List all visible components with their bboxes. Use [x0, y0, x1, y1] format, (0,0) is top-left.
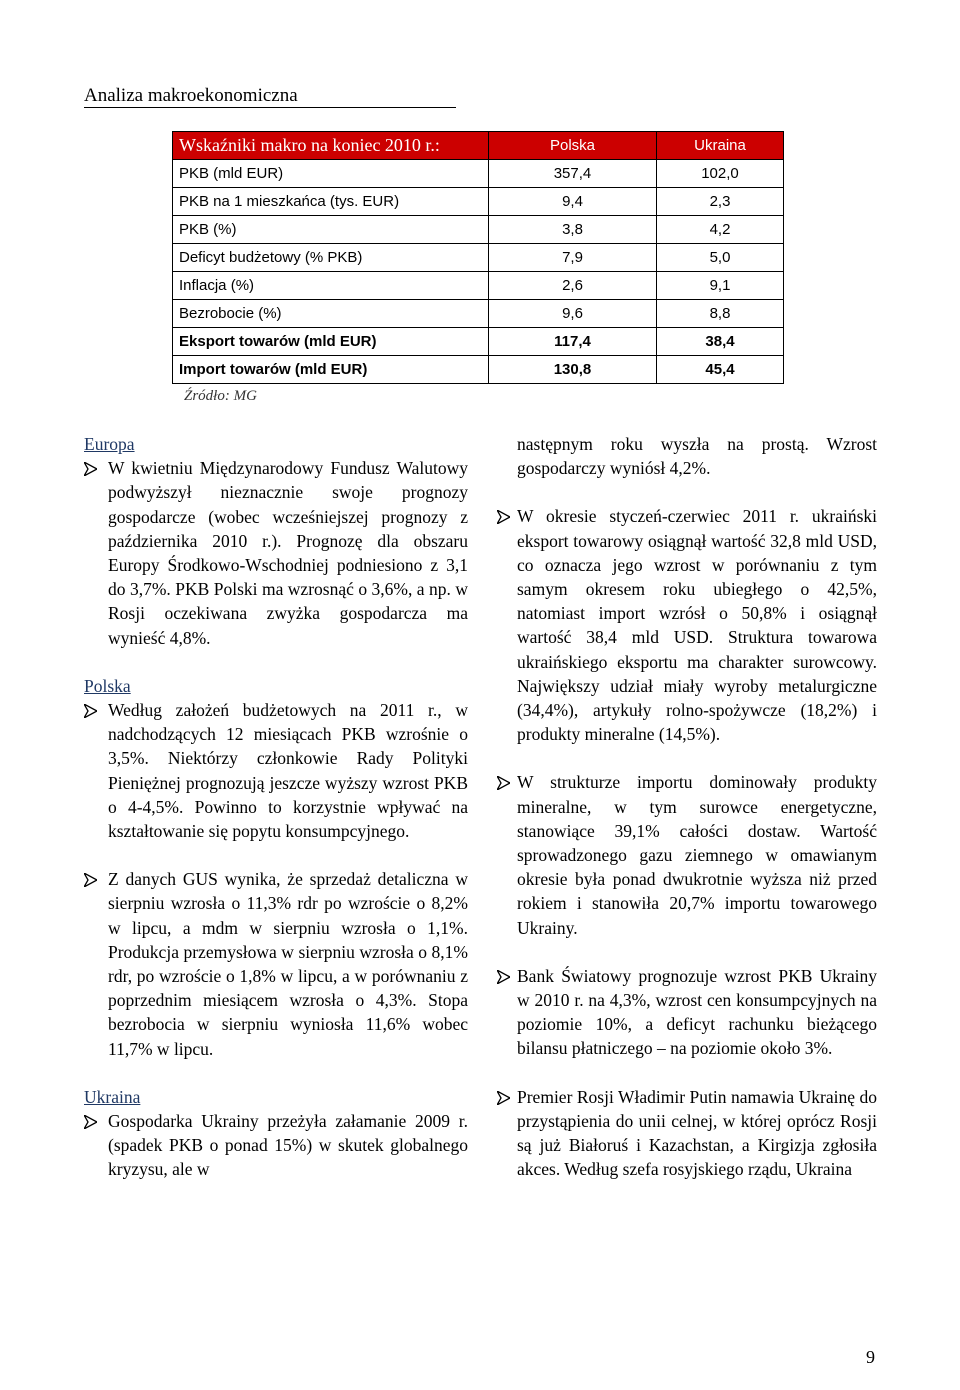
bullet-item: [497, 770, 877, 939]
section-title-europa: Europa: [84, 434, 135, 454]
table-row: [173, 160, 784, 188]
right-column: [497, 432, 877, 1181]
value-polska: 7,9: [489, 244, 657, 272]
row-label: Import towarów (mld EUR): [173, 356, 489, 384]
value-ukraina: 2,3: [657, 188, 784, 216]
bullet-item: [497, 504, 877, 746]
value-ukraina: 102,0: [657, 160, 784, 188]
table-row: [173, 272, 784, 300]
bullet-text: Gospodarka Ukrainy przeżyła załamanie 2009 r. (spadek PKB o ponad 15%) w skutek globalnego kryzysu, ale w: [108, 1111, 468, 1180]
value-polska: 2,6: [489, 272, 657, 300]
value-ukraina: 45,4: [657, 356, 784, 384]
value-ukraina: 9,1: [657, 272, 784, 300]
row-label: PKB na 1 mieszkańca (tys. EUR): [173, 188, 489, 216]
value-ukraina: 4,2: [657, 216, 784, 244]
row-label: PKB (%): [173, 216, 489, 244]
bullet-text: W okresie styczeń-czerwiec 2011 r. ukraiński eksport towarowy osiągnął wartość 32,8 mld USD, co oznacza jego wzrost w porównaniu z tym samym okresem roku ubiegłego o 42,5%, natomiast import wzrósł o 50,8% i osiągnął wartość 38,4 mld USD. Struktura towarowa ukraińskiego eksportu ma charakter surowcowy. Największy udział miały wyroby metalurgiczne (34,4%), artykuły rolno-spożywcze (18,2%) i produkty mineralne (14,5%).: [517, 506, 877, 745]
arrowhead-bullet-icon: [497, 770, 517, 939]
row-label: Deficyt budżetowy (% PKB): [173, 244, 489, 272]
table-row: [173, 188, 784, 216]
arrowhead-bullet-icon: [84, 867, 108, 1061]
value-polska: 3,8: [489, 216, 657, 244]
value-polska: 357,4: [489, 160, 657, 188]
table-source: Źródło: MG: [184, 388, 257, 404]
row-label: PKB (mld EUR): [173, 160, 489, 188]
value-polska: 130,8: [489, 356, 657, 384]
value-ukraina: 8,8: [657, 300, 784, 328]
section-title-ukraina: Ukraina: [84, 1086, 141, 1107]
arrowhead-bullet-icon: [84, 456, 108, 650]
row-label: Eksport towarów (mld EUR): [173, 328, 489, 356]
bullet-item: [497, 964, 877, 1061]
table-row: [173, 356, 784, 384]
bullet-item: [84, 456, 468, 650]
arrowhead-bullet-icon: [497, 1085, 517, 1182]
bullet-text: W strukturze importu dominowały produkty mineralne, w tym surowce energetyczne, stanowiące 39,1% całości dostaw. Wartość sprowadzonego gazu ziemnego w omawianym okresie była ponad dwukrotnie wyższa niż przed rokiem i stanowiła 20,7% importu towarowego Ukrainy.: [517, 772, 877, 938]
arrowhead-bullet-icon: [497, 504, 517, 746]
macro-indicators-table: [172, 131, 784, 384]
bullet-text: Z danych GUS wynika, że sprzedaż detaliczna w sierpniu wzrosła o 11,3% rdr po wzroście o 8,2% w lipcu, a mdm w sierpniu wzrosła o 1,1%. Produkcja przemysłowa w sierpniu wzrosła o 8,1% rdr, po wzroście o 1,8% w lipcu, a w porównaniu z poprzednim miesiącem wzrosła o 4,3%. Stopa bezrobocia w sierpniu wyniosła 11,6% wobec 11,7% w lipcu.: [108, 869, 468, 1059]
value-ukraina: 5,0: [657, 244, 784, 272]
row-label: Bezrobocie (%): [173, 300, 489, 328]
section-title-polska: Polska: [84, 675, 131, 696]
row-label: Inflacja (%): [173, 272, 489, 300]
value-polska: 9,4: [489, 188, 657, 216]
value-polska: 9,6: [489, 300, 657, 328]
table-row: [173, 244, 784, 272]
table-header-label: Wskaźniki makro na koniec 2010 r.:: [173, 132, 489, 160]
page-heading: Analiza makroekonomiczna: [84, 85, 456, 108]
table-row: [173, 300, 784, 328]
bullet-item: [84, 867, 468, 1061]
bullet-item: [84, 1109, 468, 1182]
bullet-item: [497, 1085, 877, 1182]
table-row: [173, 216, 784, 244]
arrowhead-bullet-icon: [84, 1109, 108, 1182]
bullet-text: Bank Światowy prognozuje wzrost PKB Ukrainy w 2010 r. na 4,3%, wzrost cen konsumpcyjnych na poziomie 10%, a deficyt rachunku bieżącego bilansu płatniczego – na poziomie około 3%.: [517, 965, 877, 1059]
bullet-item: [84, 698, 468, 843]
page-number: 9: [866, 1347, 875, 1367]
table-header-row: [173, 132, 784, 160]
value-ukraina: 38,4: [657, 328, 784, 356]
bullet-text: Według założeń budżetowych na 2011 r., w nadchodzących 12 miesiącach PKB wzrośnie o 3,5%. Niektórzy członkowie Rady Polityki Pieniężnej prognozują jeszcze wyższy wzrost PKB o 4-4,5%. Powinno to korzystnie wpływać na kształtowanie się popytu konsumpcyjnego.: [108, 700, 468, 842]
bullet-text: Premier Rosji Władimir Putin namawia Ukrainę do przystąpienia do unii celnej, w której oprócz Rosji są już Białoruś i Kazachstan, a Kirgizja zgłosiła akces. Według szefa rosyjskiego rządu, Ukraina: [517, 1086, 877, 1180]
table-row: [173, 328, 784, 356]
arrowhead-bullet-icon: [84, 698, 108, 843]
continued-text: następnym roku wyszła na prostą. Wzrost gospodarczy wyniósł 4,2%.: [517, 434, 877, 479]
table-header-polska: Polska: [489, 132, 657, 160]
table-header-ukraina: Ukraina: [657, 132, 784, 160]
bullet-text: W kwietniu Międzynarodowy Fundusz Walutowy podwyższył nieznacznie swoje prognozy gospodarcze (wobec wcześniejszej prognozy z października 2010 r.). Prognozę dla obszaru Europy Środkowo-Wschodniej podniesiono z 3,1 do 3,7%. PKB Polski ma wzrosnąć o 3,6%, a np. w Rosji oczekiwana zwyżka gospodarcza ma wynieść 4,8%.: [108, 458, 468, 648]
value-polska: 117,4: [489, 328, 657, 356]
left-column: [84, 432, 468, 1182]
arrowhead-bullet-icon: [497, 964, 517, 1061]
